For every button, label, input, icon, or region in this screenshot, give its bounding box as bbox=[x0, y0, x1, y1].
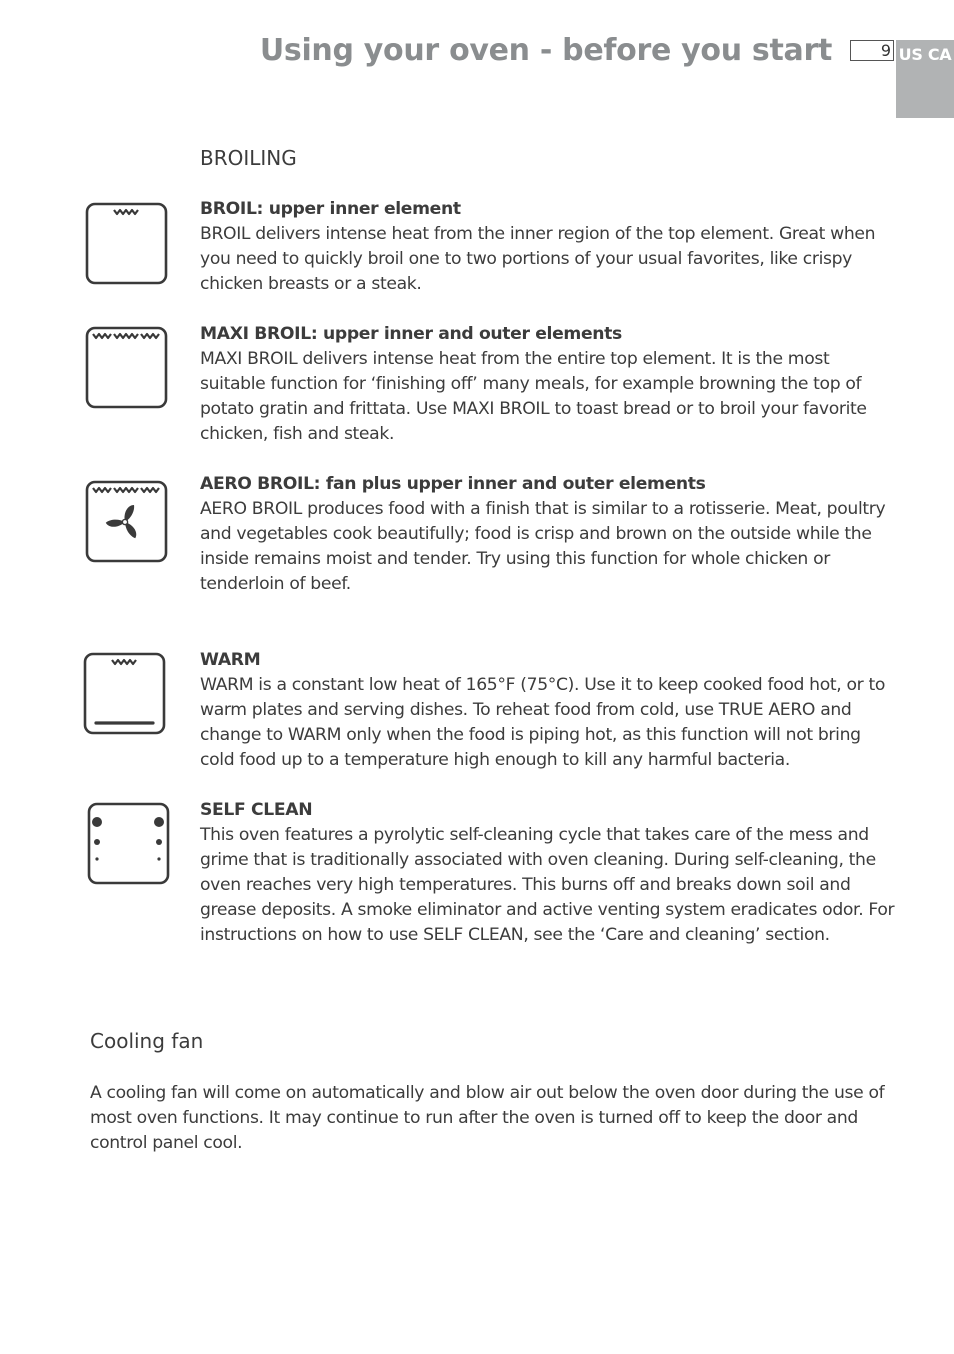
region-label: US CA bbox=[898, 45, 952, 64]
function-title: MAXI BROIL: upper inner and outer elements bbox=[200, 324, 622, 344]
function-title: AERO BROIL: fan plus upper inner and outer elements bbox=[200, 474, 706, 494]
page-title: Using your oven - before you start bbox=[259, 33, 832, 68]
aero-broil-icon bbox=[84, 479, 170, 565]
section-title-cooling-fan: Cooling fan bbox=[90, 1029, 204, 1053]
cooling-fan-description: A cooling fan will come on automatically and blow air out below the oven door during the use of most oven functions. It may continue to run after the oven is turned off to keep the door and control panel cool. bbox=[90, 1083, 885, 1153]
region-tab bbox=[896, 40, 954, 118]
function-title: WARM bbox=[200, 650, 261, 670]
function-warm bbox=[200, 648, 895, 773]
maxi-broil-icon bbox=[84, 325, 170, 411]
section-title-broiling: BROILING bbox=[200, 146, 297, 170]
function-description: This oven features a pyrolytic self-cleaning cycle that takes care of the mess and grime that is traditionally associated with oven cleaning. During self-cleaning, the oven reaches very high temperatures. This burns off and breaks down soil and grease deposits. A smoke eliminator and active venting system eradicates odor. For instructions on how to use SELF CLEAN, see the ‘Care and cleaning’ section. bbox=[200, 825, 895, 945]
function-description: AERO BROIL produces food with a finish that is similar to a rotisserie. Meat, poultry and vegetables cook beautifully; food is crisp and brown on the outside while the inside remains moist and tender. Try using this function for whole chicken or tenderloin of beef. bbox=[200, 499, 886, 594]
function-aero-broil bbox=[200, 472, 895, 597]
function-broil bbox=[200, 197, 895, 297]
function-maxi-broil bbox=[200, 322, 895, 447]
self-clean-icon bbox=[86, 801, 172, 887]
function-description: MAXI BROIL delivers intense heat from the entire top element. It is the most suitable function for ‘finishing off’ many meals, for example browning the top of potato gratin and frittata. Use MAXI BROIL to toast bread or to broil your favorite chicken, fish and steak. bbox=[200, 349, 867, 444]
function-title: BROIL: upper inner element bbox=[200, 199, 461, 219]
function-self-clean bbox=[200, 798, 895, 948]
fan-icon bbox=[106, 505, 140, 538]
warm-icon bbox=[82, 651, 168, 737]
broil-icon bbox=[84, 201, 170, 287]
function-description: BROIL delivers intense heat from the inner region of the top element. Great when you need to quickly broil one to two portions of your usual favorites, like crispy chicken breasts or a steak. bbox=[200, 224, 876, 294]
function-description: WARM is a constant low heat of 165°F (75°C). Use it to keep cooked food hot, or to warm plates and serving dishes. To reheat food from cold, use TRUE AERO and change to WARM only when the food is piping hot, as this function will not bring cold food up to a temperature high enough to kill any harmful bacteria. bbox=[200, 675, 886, 770]
function-title: SELF CLEAN bbox=[200, 800, 313, 820]
page-number: 9 bbox=[850, 40, 894, 61]
